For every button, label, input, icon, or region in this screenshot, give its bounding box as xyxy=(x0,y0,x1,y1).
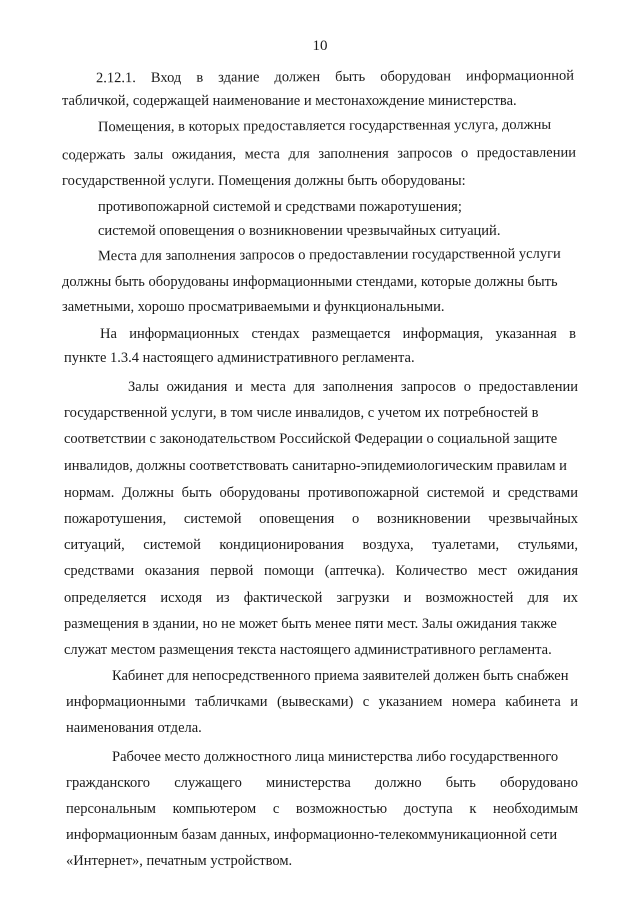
text-line: Кабинет для непосредственного приема заявителей должен быть снабжен xyxy=(112,668,569,684)
text-line: табличкой, содержащей наименование и местонахождение министерства. xyxy=(62,93,517,109)
text-line: размещения в здании, но не может быть менее пяти мест. Залы ожидания также xyxy=(64,616,557,632)
page-number: 10 xyxy=(312,38,328,54)
text-line: должны быть оборудованы информационными стендами, которые должны быть xyxy=(62,274,558,290)
text-line: Залы ожидания и места для заполнения запросов о предоставлении xyxy=(128,379,578,395)
text-line: служат местом размещения текста настоящего административного регламента. xyxy=(64,642,552,658)
text-line: пункте 1.3.4 настоящего административного регламента. xyxy=(64,350,415,366)
text-line: 2.12.1. Вход в здание должен быть оборудован информационной xyxy=(95,67,575,87)
text-line: соответствии с законодательством Российской Федерации о социальной защите xyxy=(64,431,558,447)
text-line: Места для заполнения запросов о предоставлении государственной услуги xyxy=(97,245,561,265)
text-line: пожаротушения, системой оповещения о возникновении чрезвычайных xyxy=(64,511,578,527)
text-line: содержать залы ожидания, места для заполнения запросов о предоставлении xyxy=(61,144,577,164)
text-line: заметными, хорошо просматриваемыми и функциональными. xyxy=(62,299,445,315)
text-line: системой оповещения о возникновении чрезвычайных ситуаций. xyxy=(98,223,501,239)
text-line: инвалидов, должны соответствовать санитарно-эпидемиологическим правилам и xyxy=(64,458,567,474)
text-line: ситуаций, системой кондиционирования воздуха, туалетами, стульями, xyxy=(64,537,578,553)
text-line: наименования отдела. xyxy=(66,720,202,736)
text-line: определяется исходя из фактической загрузки и возможностей для их xyxy=(64,590,578,606)
text-line: На информационных стендах размещается информация, указанная в xyxy=(100,326,576,342)
text-line: государственной услуги, в том числе инвалидов, с учетом их потребностей в xyxy=(64,405,539,421)
text-line: государственной услуги. Помещения должны быть оборудованы: xyxy=(62,173,466,189)
text-line: средствами оказания первой помощи (аптечка). Количество мест ожидания xyxy=(64,563,578,579)
text-line: противопожарной системой и средствами пожаротушения; xyxy=(98,199,462,215)
text-line: информационными табличками (вывесками) с указанием номера кабинета и xyxy=(66,694,578,710)
text-line: информационным базам данных, информационно-телекоммуникационной сети xyxy=(66,827,558,843)
text-line: гражданского служащего министерства должно быть оборудовано xyxy=(66,775,578,791)
text-line: «Интернет», печатным устройством. xyxy=(66,853,293,869)
text-line: нормам. Должны быть оборудованы противопожарной системой и средствами xyxy=(64,485,578,501)
text-line: персональным компьютером с возможностью доступа к необходимым xyxy=(66,801,578,817)
text-line: Рабочее место должностного лица министерства либо государственного xyxy=(112,749,559,765)
text-line: Помещения, в которых предоставляется государственная услуга, должны xyxy=(97,116,552,136)
